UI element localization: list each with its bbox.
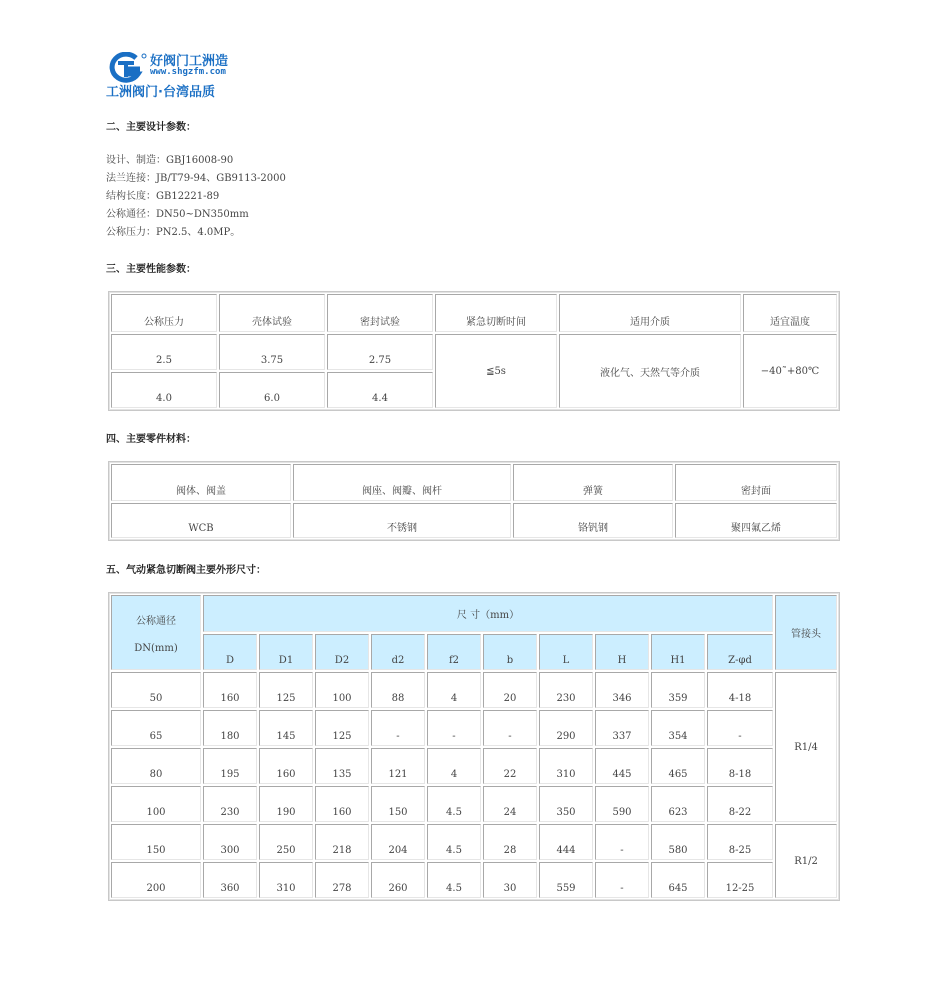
dim-cell: 218 <box>315 824 369 860</box>
dim-cell: 360 <box>203 862 257 898</box>
dim-cell: - <box>707 710 773 746</box>
dim-cell: 4 <box>427 672 481 708</box>
dim-cell: 135 <box>315 748 369 784</box>
material-cell: 不锈钢 <box>293 503 511 538</box>
performance-table <box>108 291 840 411</box>
dim-cell: 350 <box>539 786 593 822</box>
dim-cell: 359 <box>651 672 705 708</box>
dim-cell: 8-22 <box>707 786 773 822</box>
dim-cell: 8-18 <box>707 748 773 784</box>
dim-cell: 4.5 <box>427 824 481 860</box>
dim-cell: 88 <box>371 672 425 708</box>
dim-cell: 445 <box>595 748 649 784</box>
dim-cell: 444 <box>539 824 593 860</box>
dim-subheader-cell: d2 <box>371 634 425 670</box>
dimensions-table <box>108 592 840 901</box>
dim-cell: 121 <box>371 748 425 784</box>
perf-header-cell: 密封试验 <box>327 294 433 332</box>
perf-cell: 2.5 <box>111 334 217 370</box>
dim-cell: 22 <box>483 748 537 784</box>
dim-cell: 278 <box>315 862 369 898</box>
dim-cell: 580 <box>651 824 705 860</box>
design-param-standard: 设计、制造：GBJ16008-90 <box>106 155 234 166</box>
dim-cell: 125 <box>315 710 369 746</box>
material-header-cell: 密封面 <box>675 464 837 501</box>
section-heading-materials: 四、主要零件材料： <box>106 434 196 445</box>
dim-subheader-cell: b <box>483 634 537 670</box>
dim-header-group: 尺 寸（mm） <box>203 595 773 632</box>
dim-subheader-cell: Z-φd <box>707 634 773 670</box>
dim-cell: 300 <box>203 824 257 860</box>
dim-cell: 12-25 <box>707 862 773 898</box>
design-param-length: 结构长度：GB12221-89 <box>106 191 220 202</box>
perf-header-cell: 壳体试验 <box>219 294 325 332</box>
dim-cell: 50 <box>111 672 201 708</box>
dim-cell: 590 <box>595 786 649 822</box>
dim-connector-r14: R1/4 <box>775 672 837 822</box>
dim-subheader-cell: D1 <box>259 634 313 670</box>
company-logo <box>106 50 266 98</box>
dim-cell: 310 <box>259 862 313 898</box>
logo-url: www.shgzfm.com <box>150 67 226 77</box>
material-header-cell: 阀座、阀瓣、阀杆 <box>293 464 511 501</box>
perf-cell: 4.0 <box>111 372 217 408</box>
design-param-diameter: 公称通径：DN50~DN350mm <box>106 209 249 220</box>
dim-subheader-cell: D <box>203 634 257 670</box>
dim-cell: 559 <box>539 862 593 898</box>
dim-cell: - <box>483 710 537 746</box>
dim-header-connector: 管接头 <box>775 595 837 670</box>
material-cell: WCB <box>111 503 291 538</box>
dim-cell: 230 <box>539 672 593 708</box>
perf-cell: 3.75 <box>219 334 325 370</box>
material-cell: 聚四氟乙烯 <box>675 503 837 538</box>
dim-cell: 150 <box>111 824 201 860</box>
dim-cell: 4.5 <box>427 862 481 898</box>
dim-cell: 195 <box>203 748 257 784</box>
perf-cell: 4.4 <box>327 372 433 408</box>
gz-logo-icon <box>106 52 148 84</box>
dim-cell: 4 <box>427 748 481 784</box>
dim-cell: 160 <box>259 748 313 784</box>
design-param-flange: 法兰连接：JB/T79-94、GB9113-2000 <box>106 173 286 184</box>
perf-cut-time: ≦5s <box>435 334 557 408</box>
materials-table <box>108 461 840 541</box>
perf-header-cell: 适宜温度 <box>743 294 837 332</box>
material-cell: 铬钒钢 <box>513 503 673 538</box>
section-heading-performance: 三、主要性能参数： <box>106 264 196 275</box>
dim-cell: 100 <box>315 672 369 708</box>
dim-cell: 645 <box>651 862 705 898</box>
dim-cell: - <box>427 710 481 746</box>
dim-cell: 260 <box>371 862 425 898</box>
dim-cell: 20 <box>483 672 537 708</box>
dim-cell: 250 <box>259 824 313 860</box>
dim-cell: 230 <box>203 786 257 822</box>
dim-cell: 65 <box>111 710 201 746</box>
design-param-pressure: 公称压力：PN2.5、4.0MP。 <box>106 227 241 238</box>
section-heading-design: 二、主要设计参数： <box>106 122 196 133</box>
dim-cell: 623 <box>651 786 705 822</box>
dim-cell: - <box>595 824 649 860</box>
dim-cell: 160 <box>315 786 369 822</box>
dim-subheader-cell: H <box>595 634 649 670</box>
dim-cell: 310 <box>539 748 593 784</box>
dim-cell: 354 <box>651 710 705 746</box>
dim-subheader-cell: D2 <box>315 634 369 670</box>
dim-cell: 8-25 <box>707 824 773 860</box>
dim-cell: 30 <box>483 862 537 898</box>
dim-cell: 337 <box>595 710 649 746</box>
dim-cell: 4-18 <box>707 672 773 708</box>
perf-cell: 2.75 <box>327 334 433 370</box>
dim-cell: 4.5 <box>427 786 481 822</box>
dim-cell: - <box>371 710 425 746</box>
dim-cell: 200 <box>111 862 201 898</box>
dim-subheader-cell: H1 <box>651 634 705 670</box>
perf-cell: 6.0 <box>219 372 325 408</box>
dim-subheader-cell: L <box>539 634 593 670</box>
perf-header-cell: 公称压力 <box>111 294 217 332</box>
dim-subheader-cell: f2 <box>427 634 481 670</box>
dim-cell: - <box>595 862 649 898</box>
dim-cell: 150 <box>371 786 425 822</box>
material-header-cell: 弹簧 <box>513 464 673 501</box>
section-heading-dimensions: 五、气动紧急切断阀主要外形尺寸： <box>106 565 266 576</box>
dim-header-diameter <box>111 595 201 670</box>
perf-medium: 液化气、天然气等介质 <box>559 334 741 408</box>
dim-cell: 465 <box>651 748 705 784</box>
logo-slogan: 工洲阀门·台湾品质 <box>106 85 215 100</box>
dim-cell: 160 <box>203 672 257 708</box>
dim-header-diameter-line1: 公称通径 <box>136 615 176 627</box>
dim-connector-r12: R1/2 <box>775 824 837 898</box>
dim-cell: 24 <box>483 786 537 822</box>
dim-cell: 100 <box>111 786 201 822</box>
dim-cell: 145 <box>259 710 313 746</box>
dim-cell: 80 <box>111 748 201 784</box>
dim-cell: 125 <box>259 672 313 708</box>
logo-name: 好阀门工洲造 <box>150 54 229 69</box>
perf-header-cell: 适用介质 <box>559 294 741 332</box>
dim-cell: 290 <box>539 710 593 746</box>
dim-cell: 180 <box>203 710 257 746</box>
material-header-cell: 阀体、阀盖 <box>111 464 291 501</box>
dim-cell: 346 <box>595 672 649 708</box>
perf-temperature: −40˜+80℃ <box>743 334 837 408</box>
dim-cell: 190 <box>259 786 313 822</box>
perf-header-cell: 紧急切断时间 <box>435 294 557 332</box>
dim-cell: 204 <box>371 824 425 860</box>
dim-header-diameter-line2: DN(mm) <box>134 642 178 654</box>
dim-cell: 28 <box>483 824 537 860</box>
